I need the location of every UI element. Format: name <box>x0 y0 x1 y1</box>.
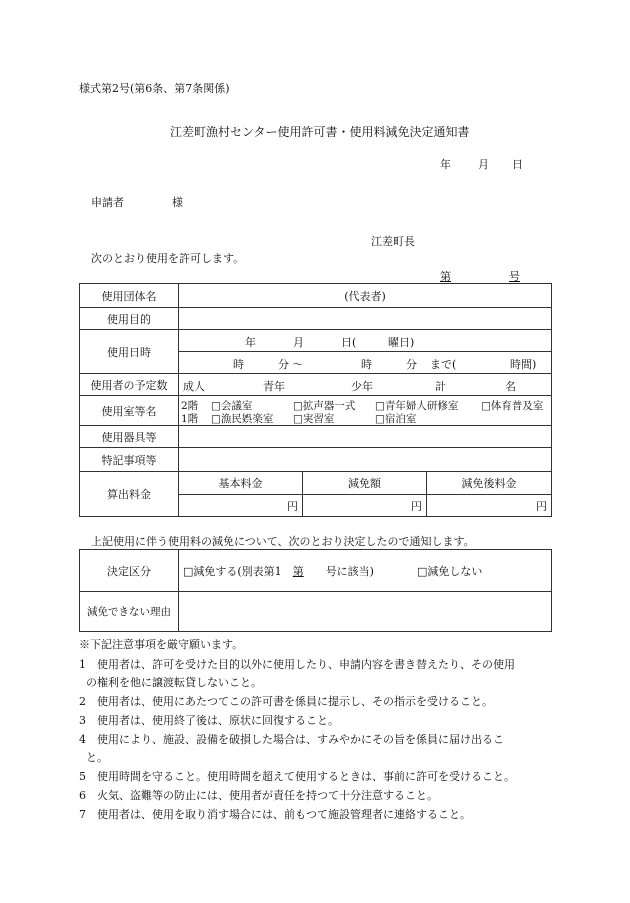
room-pa-system-checkbox[interactable]: □拡声器一式 <box>293 399 356 412</box>
document-title: 江差町漁村センター使用許可書・使用料減免決定通知書 <box>170 125 470 139</box>
dt-day: 日( <box>341 335 357 349</box>
tm-start-hour: 時 <box>233 357 244 371</box>
yen-unit: 円 <box>536 499 548 513</box>
tm-end-hour: 時 <box>361 357 372 371</box>
room-youth-women-checkbox[interactable]: □青年婦人研修室 <box>375 399 459 412</box>
room-meeting-checkbox[interactable]: □会議室 <box>211 399 253 412</box>
note-line: と。 <box>86 751 108 764</box>
permit-number-go: 号 <box>509 270 520 283</box>
no-reduce-checkbox[interactable]: □減免しない <box>416 564 483 578</box>
date-day: 日 <box>512 158 523 171</box>
permit-number-dai: 第 <box>440 270 451 283</box>
decision-table <box>79 549 552 632</box>
decision-field <box>179 550 552 592</box>
note-line: 3 使用者は、使用終了後は、原状に回復すること。 <box>79 714 339 727</box>
purpose-field[interactable] <box>179 308 552 330</box>
floor1-label: 1階 <box>181 412 199 425</box>
issuer: 江差町長 <box>371 235 415 248</box>
category-dai: 第 <box>292 564 304 578</box>
equipment-field[interactable] <box>179 426 552 448</box>
users-total: 計 <box>435 379 446 393</box>
room-training-checkbox[interactable]: □実習室 <box>293 412 335 425</box>
reduction-intro: 上記使用に伴う使用料の減免について、次のとおり決定したので通知します。 <box>91 535 475 548</box>
date-year: 年 <box>440 158 451 171</box>
rooms-field <box>179 396 552 426</box>
decision-label: 決定区分 <box>80 550 179 592</box>
users-youth: 青年 <box>263 379 285 393</box>
fees-label: 算出料金 <box>80 472 179 517</box>
datetime-label: 使用日時 <box>80 330 179 374</box>
time-field[interactable] <box>179 352 552 374</box>
note-line: 2 使用者は、使用にあたつてこの許可書を係員に提示し、その指示を受けること。 <box>79 695 493 708</box>
remarks-field[interactable] <box>179 448 552 472</box>
note-line: 5 使用時間を守ること。使用時間を超えて使用するときは、事前に許可を受けること。 <box>79 770 515 783</box>
dt-weekday: 曜日) <box>388 335 415 349</box>
group-name-label: 使用団体名 <box>80 284 179 308</box>
date-field[interactable] <box>179 330 552 352</box>
users-adult: 成人 <box>183 379 205 393</box>
note-line: 4 使用により、施設、設備を破損した場合は、すみやかにその旨を係員に届け出るこ <box>79 733 504 746</box>
fee-after-field[interactable] <box>427 495 552 517</box>
reduce-checkbox[interactable]: □減免する(別表第1 第 号に該当) <box>183 564 374 578</box>
fee-basic-header: 基本料金 <box>179 472 303 495</box>
reason-label: 減免できない理由 <box>80 592 179 632</box>
purpose-label: 使用目的 <box>80 308 179 330</box>
tm-until: まで( <box>430 357 457 371</box>
dt-month: 月 <box>293 335 304 349</box>
applicant-label: 申請者 <box>91 196 124 209</box>
usage-table <box>79 283 552 517</box>
applicant-honorific: 様 <box>172 196 183 209</box>
notes-header: ※下記注意事項を厳守願います。 <box>79 638 244 651</box>
yen-unit: 円 <box>287 499 298 513</box>
expected-users-label: 使用者の予定数 <box>80 374 179 396</box>
rooms-label: 使用室等名 <box>80 396 179 426</box>
fee-after-header: 減免後料金 <box>427 472 552 495</box>
room-lodging-checkbox[interactable]: □宿泊室 <box>375 412 417 425</box>
note-line: 1 使用者は、許可を受けた目的以外に使用したり、申請内容を書き替えたり、その使用 <box>79 658 515 671</box>
group-name-field[interactable] <box>179 284 552 308</box>
room-fishermen-checkbox[interactable]: □漁民娯楽室 <box>211 412 274 425</box>
remarks-label: 特記事項等 <box>80 448 179 472</box>
note-line: 6 火気、盗難等の防止には、使用者が責任を持つて十分注意すること。 <box>79 789 438 802</box>
intro-text: 次のとおり使用を許可します。 <box>91 252 245 265</box>
room-sports-checkbox[interactable]: □体育普及室 <box>481 399 544 412</box>
dt-year: 年 <box>245 335 256 349</box>
fee-reduction-field[interactable] <box>303 495 427 517</box>
floor2-label: 2階 <box>181 399 199 412</box>
permit-number <box>440 268 522 284</box>
note-line: の権利を他に譲渡転貸しないこと。 <box>86 676 262 689</box>
date-month: 月 <box>478 158 489 171</box>
representative-label: (代表者) <box>344 289 386 303</box>
form-number: 様式第2号(第6条、第7条関係) <box>79 82 230 95</box>
expected-users-field[interactable] <box>179 374 552 396</box>
note-line: 7 使用者は、使用を取り消す場合には、前もつて施設管理者に連絡すること。 <box>79 808 471 821</box>
equipment-label: 使用器具等 <box>80 426 179 448</box>
tm-end-min: 分 <box>406 357 417 371</box>
fee-basic-field[interactable] <box>179 495 303 517</box>
fee-reduction-header: 減免額 <box>303 472 427 495</box>
tm-start-min: 分 〜 <box>278 357 304 371</box>
users-minor: 少年 <box>351 379 373 393</box>
tm-hours: 時間) <box>510 357 537 371</box>
reason-field[interactable] <box>179 592 552 632</box>
users-unit: 名 <box>505 379 516 393</box>
yen-unit: 円 <box>411 499 422 513</box>
